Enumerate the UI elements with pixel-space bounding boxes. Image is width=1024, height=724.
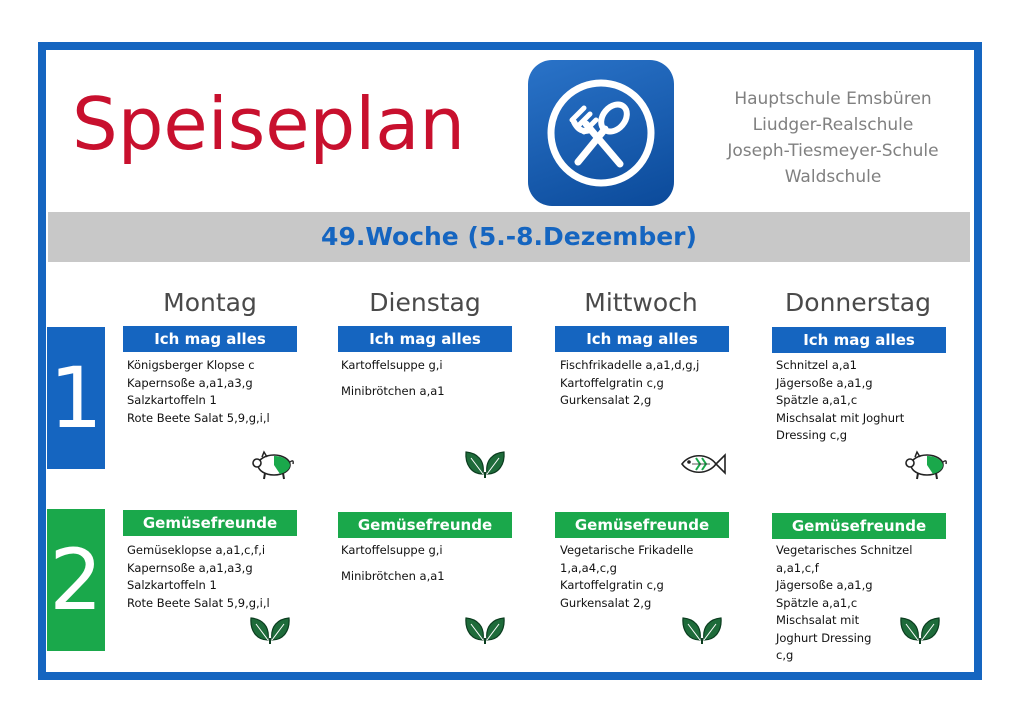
day-heading-tuesday: Dienstag	[369, 288, 481, 317]
menu-category-badge: Ich mag alles	[338, 326, 512, 352]
menu-item: c,g	[776, 648, 794, 662]
menu-item: Kapernsoße a,a1,a3,g	[127, 375, 253, 390]
school-name: Joseph-Tiesmeyer-Schule	[727, 141, 939, 161]
menu-item: Fischfrikadelle a,a1,d,g,j	[560, 358, 700, 372]
school-name: Hauptschule Emsbüren	[734, 89, 932, 109]
menu-item: Jägersoße a,a1,g	[776, 578, 873, 592]
menu-category-badge: Gemüsefreunde	[772, 513, 946, 539]
menu-category-badge: Gemüsefreunde	[555, 512, 729, 538]
week-banner: 49.Woche (5.-8.Dezember)	[48, 212, 970, 262]
menu-item: Joghurt Dressing	[776, 630, 872, 645]
menu-item: Spätzle a,a1,c	[776, 393, 858, 407]
menu-item: Schnitzel a,a1	[776, 358, 857, 372]
fish-icon	[678, 450, 728, 478]
menu-tuesday-2	[341, 542, 541, 585]
menu-tuesday-1	[341, 357, 541, 400]
leaf-icon	[463, 448, 507, 478]
menu-thursday-2	[776, 542, 976, 665]
menu-item: Kapernsoße a,a1,a3,g	[127, 560, 253, 575]
menu-category-badge: Gemüsefreunde	[338, 512, 512, 538]
row-number-1: 1	[47, 327, 105, 469]
pig-icon	[250, 448, 296, 482]
school-name: Liudger-Realschule	[752, 115, 914, 135]
menu-wednesday-2	[560, 542, 760, 612]
menu-item: Minibrötchen a,a1	[341, 568, 445, 583]
menu-item: Mischsalat mit	[776, 613, 860, 627]
menu-item: Salzkartoffeln 1	[127, 578, 217, 592]
day-heading-wednesday: Mittwoch	[584, 288, 698, 317]
menu-category-badge: Gemüsefreunde	[123, 510, 297, 536]
menu-item: Jägersoße a,a1,g	[776, 375, 873, 390]
leaf-icon	[898, 614, 942, 644]
menu-item: Kartoffelsuppe g,i	[341, 543, 443, 557]
menu-monday-1	[127, 357, 327, 427]
menu-item: Mischsalat mit Joghurt	[776, 410, 905, 425]
leaf-icon	[248, 614, 292, 644]
fork-spoon-icon	[528, 60, 674, 206]
menu-wednesday-1	[560, 357, 760, 410]
menu-item: Kartoffelsuppe g,i	[341, 358, 443, 372]
menu-item: Rote Beete Salat 5,9,g,i,l	[127, 595, 270, 610]
menu-item: Gurkensalat 2,g	[560, 595, 652, 610]
menu-item: Dressing c,g	[776, 428, 848, 442]
menu-category-badge: Ich mag alles	[772, 327, 946, 353]
menu-item: 1,a,a4,c,g	[560, 560, 617, 575]
school-name: Waldschule	[784, 167, 882, 187]
day-heading-monday: Montag	[163, 288, 257, 317]
menu-item: Vegetarisches Schnitzel	[776, 543, 913, 557]
menu-item: Minibrötchen a,a1	[341, 383, 445, 398]
pig-icon	[903, 448, 949, 482]
menu-item: Gemüseklopse a,a1,c,f,i	[127, 543, 266, 557]
leaf-icon	[463, 614, 507, 644]
menu-item: Vegetarische Frikadelle	[560, 543, 694, 557]
row-number-2: 2	[47, 509, 105, 651]
leaf-icon	[680, 614, 724, 644]
menu-item: Rote Beete Salat 5,9,g,i,l	[127, 410, 270, 425]
menu-item: Königsberger Klopse c	[127, 358, 255, 372]
menu-item: Gurkensalat 2,g	[560, 393, 652, 407]
logo	[528, 60, 674, 206]
school-list	[700, 86, 966, 190]
menu-item: a,a1,c,f	[776, 560, 819, 575]
day-heading-thursday: Donnerstag	[785, 288, 931, 317]
menu-monday-2	[127, 542, 327, 612]
menu-item: Kartoffelgratin c,g	[560, 578, 664, 592]
menu-item: Salzkartoffeln 1	[127, 393, 217, 407]
menu-item: Kartoffelgratin c,g	[560, 375, 664, 390]
page-title: Speiseplan	[72, 82, 465, 166]
menu-category-badge: Ich mag alles	[555, 326, 729, 352]
menu-item: Spätzle a,a1,c	[776, 595, 858, 610]
menu-thursday-1	[776, 357, 976, 445]
menu-category-badge: Ich mag alles	[123, 326, 297, 352]
